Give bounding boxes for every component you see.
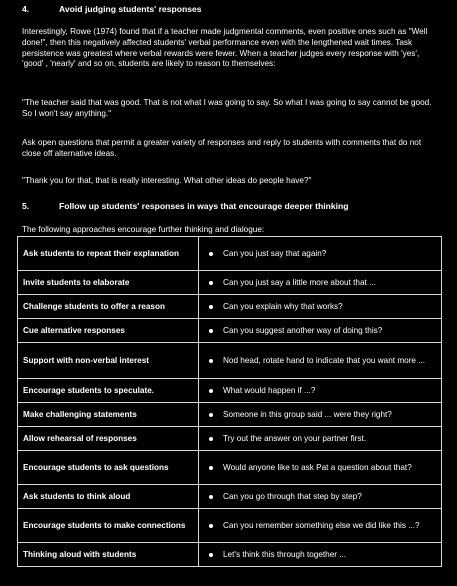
bullet-item <box>205 385 436 396</box>
strategy-cell: Support with non-verbal interest <box>18 343 199 379</box>
bullet-icon <box>209 389 213 393</box>
bullet-item <box>205 462 436 473</box>
bullet-icon <box>209 553 213 557</box>
section-4-quote-2: "Thank you for that, that is really interesting. What other ideas do people have?" <box>22 176 312 185</box>
example-text: Someone in this group said ... were they right? <box>223 409 392 419</box>
section-4-paragraph-2: Ask open questions that permit a greater variety of responses and reply to students with comments that do not close off alternative ideas. <box>22 138 422 158</box>
example-cell <box>199 271 442 295</box>
section-5-title: Follow up students' responses in ways that encourage deeper thinking <box>59 201 349 211</box>
example-cell <box>199 403 442 427</box>
example-cell <box>199 319 442 343</box>
example-text: What would happen if ...? <box>223 385 316 395</box>
table-row <box>18 343 442 379</box>
strategy-cell: Ask students to repeat their explanation <box>18 237 199 271</box>
strategy-cell: Allow rehearsal of responses <box>18 427 199 451</box>
example-cell <box>199 485 442 509</box>
table-row <box>18 485 442 509</box>
bullet-item <box>205 520 436 531</box>
section-5-number: 5. <box>22 201 30 211</box>
table-row <box>18 403 442 427</box>
bullet-icon <box>209 281 213 285</box>
bullet-icon <box>209 329 213 333</box>
bullet-item <box>205 549 436 560</box>
section-5-intro: The following approaches encourage further thinking and dialogue: <box>22 225 265 234</box>
strategies-table-wrapper <box>17 236 442 567</box>
example-text: Would anyone like to ask Pat a question about that? <box>223 462 412 472</box>
strategy-cell: Ask students to think aloud <box>18 485 199 509</box>
strategy-cell: Cue alternative responses <box>18 319 199 343</box>
table-row <box>18 271 442 295</box>
example-text: Can you suggest another way of doing this? <box>223 325 383 335</box>
bullet-item <box>205 409 436 420</box>
strategy-cell: Challenge students to offer a reason <box>18 295 199 319</box>
example-text: Can you just say that again? <box>223 248 327 258</box>
example-text: Can you go through that step by step? <box>223 491 362 501</box>
strategy-cell: Encourage students to make connections <box>18 509 199 543</box>
example-cell <box>199 237 442 271</box>
bullet-item <box>205 491 436 502</box>
bullet-item <box>205 325 436 336</box>
strategy-cell: Encourage students to speculate. <box>18 379 199 403</box>
bullet-icon <box>209 252 213 256</box>
bullet-item <box>205 277 436 288</box>
table-row <box>18 509 442 543</box>
bullet-icon <box>209 437 213 441</box>
bullet-icon <box>209 495 213 499</box>
example-cell <box>199 543 442 567</box>
bullet-item <box>205 301 436 312</box>
bullet-icon <box>209 413 213 417</box>
table-row <box>18 427 442 451</box>
example-text: Nod head, rotate hand to indicate that you want more ... <box>223 355 426 365</box>
table-row <box>18 451 442 485</box>
example-text: Can you remember something else we did like this ...? <box>223 520 420 530</box>
table-row <box>18 295 442 319</box>
section-4-paragraph-1: Interestingly, Rowe (1974) found that if a teacher made judgmental comments, even positive ones such as "Well done!", then this negatively affected students' verbal performance even with the lengthened wait times. Task persistence was greatest where verbal rewards were fewer. When a teacher judges every response with 'yes', 'good' , 'nearly' and so on, students are likely to reason to themselves: <box>22 27 428 69</box>
bullet-item <box>205 355 436 366</box>
table-row <box>18 237 442 271</box>
strategy-cell: Encourage students to ask questions <box>18 451 199 485</box>
example-cell <box>199 343 442 379</box>
strategies-table <box>17 236 442 567</box>
section-4-number: 4. <box>22 4 30 14</box>
table-row <box>18 543 442 567</box>
bullet-icon <box>209 466 213 470</box>
bullet-icon <box>209 359 213 363</box>
strategy-cell: Thinking aloud with students <box>18 543 199 567</box>
bullet-icon <box>209 524 213 528</box>
example-cell <box>199 379 442 403</box>
section-5-heading <box>22 201 349 212</box>
example-text: Can you just say a little more about that ... <box>223 277 376 287</box>
example-cell <box>199 427 442 451</box>
bullet-icon <box>209 305 213 309</box>
table-row <box>18 319 442 343</box>
table-row <box>18 379 442 403</box>
section-4-title: Avoid judging students' responses <box>59 4 202 14</box>
example-cell <box>199 509 442 543</box>
example-cell <box>199 451 442 485</box>
strategy-cell: Make challenging statements <box>18 403 199 427</box>
bullet-item <box>205 248 436 259</box>
example-text: Can you explain why that works? <box>223 301 343 311</box>
section-4-heading <box>22 4 202 15</box>
example-text: Let's think this through together ... <box>223 549 347 559</box>
strategy-cell: Invite students to elaborate <box>18 271 199 295</box>
example-text: Try out the answer on your partner first. <box>223 433 367 443</box>
example-cell <box>199 295 442 319</box>
section-4-quote-1: "The teacher said that was good. That is not what I was going to say. So what I was going to say cannot be good. So I won't say anything." <box>22 98 432 118</box>
bullet-item <box>205 433 436 444</box>
